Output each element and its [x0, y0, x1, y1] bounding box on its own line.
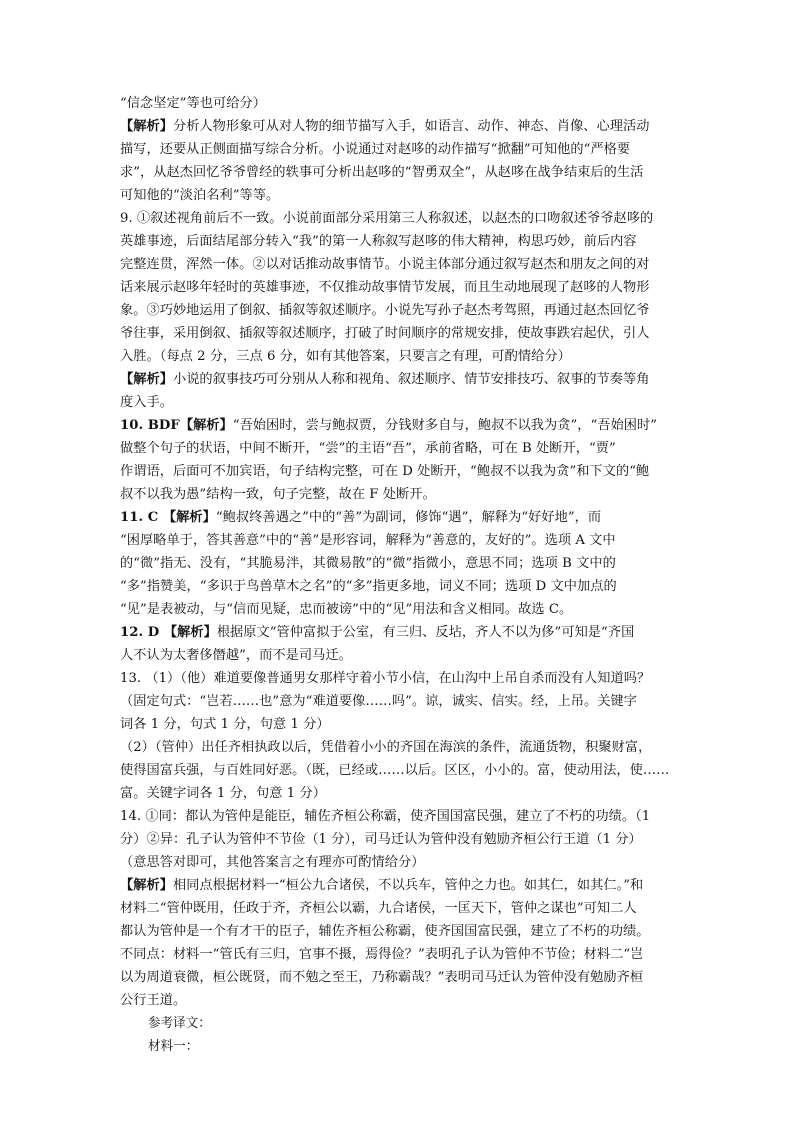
text-line: 公行王道。	[120, 993, 187, 1008]
text-line: 【解析】相同点根据材料一“桓公九合诸侯，不以兵车，管仲之力也。如其仁，如其仁。”和	[120, 878, 644, 893]
text-line: 作谓语，后面可不加宾语，句子结构完整，可在 D 处断开，“鲍叔不以我为贪”和下文的“鲍	[120, 464, 650, 479]
text-line: 话来展示赵哆年轻时的英雄事迹，不仅推动故事情节发展，而且生动地展现了赵哆的人物形	[120, 280, 650, 295]
text-line: 【解析】分析人物形象可从对人物的细节描写入手，如语言、动作、神态、肖像、心理活动	[120, 119, 650, 134]
text-line: 求”，从赵杰回忆爷爷曾经的轶事可分析出赵哆的“智勇双全”，从赵哆在战争结束后的生活	[120, 165, 644, 180]
section-heading: 材料一：	[148, 1039, 199, 1054]
text-line: “多”指赞美，“多识于鸟兽草木之名”的“多”指更多地，词义不同；选项 D 文中加点的	[120, 579, 617, 594]
text-line: 爷往事，采用倒叙、插叙等叙述顺序，打破了时间顺序的常规安排，使故事跌宕起伏，引人	[120, 326, 650, 341]
text-line: “信念坚定”等也可给分）	[120, 96, 266, 111]
text-line: 入胜。（每点 2 分，三点 6 分，如有其他答案，只要言之有理，可酌情给分）	[120, 349, 571, 364]
text-line: 10. BDF【解析】“吾始困时，尝与鲍叔贾，分钱财多自与，鲍叔不以我为贪”，“吾始困时”	[120, 418, 658, 433]
text-line: 使得国富兵强，与百姓同好恶。（既，已经或……以后。区区，小小的。富，使动用法，使……	[120, 763, 670, 778]
text-line: “见”是表被动，与“信而见疑，忠而被谤”中的“见”用法和含义相同。故选 C。	[120, 602, 573, 617]
text-line: 的“微”指无、没有，“其脆易泮，其微易散”的“微”指微小，意思不同；选项 B 文中的	[120, 556, 616, 571]
text-line: 9. ①叙述视角前后不一致。小说前面部分采用第三人称叙述，以赵杰的口吻叙述爷爷赵哆的	[120, 211, 654, 226]
text-line: 人不认为太奢侈僭越”，而不是司马迁。	[120, 648, 352, 663]
text-line: 完整连贯，浑然一体。②以对话推动故事情节。小说主体部分通过叙写赵杰和朋友之间的对	[120, 257, 650, 272]
text-line: 以为周道衰微，桓公既贤，而不勉之至王，乃称霸哉？”表明司马迁认为管仲没有勉励齐桓	[120, 970, 644, 985]
text-line: 叔不以我为愚”结构一致，句子完整，故在 F 处断开。	[120, 487, 436, 502]
text-line: 不同点：材料一“管氏有三归，官事不摄，焉得俭？”表明孔子认为管仲不节俭；材料二“岂	[120, 947, 644, 962]
text-line: 可知他的“淡泊名利”等等。	[120, 188, 280, 203]
text-line: 描写，还要从正侧面描写综合分析。小说通过对赵哆的动作描写“掀翻”可知他的“严格要	[120, 142, 631, 157]
text-line: 材料二“管仲既用，任政于齐，齐桓公以霸，九合诸侯，一匡天下，管仲之谋也”可知二人	[120, 901, 637, 916]
text-line: 词各 1 分，句式 1 分，句意 1 分）	[120, 717, 330, 732]
text-line: 英雄事迹，后面结尾部分转入“我”的第一人称叙写赵哆的伟大精神，构思巧妙，前后内容	[120, 234, 637, 249]
text-line: （2）（管仲）出任齐相执政以后，凭借着小小的齐国在海滨的条件，流通货物，积聚财富，	[120, 740, 652, 755]
section-heading: 参考译文：	[148, 1016, 211, 1031]
text-line: （固定句式：“岂若……也”意为“难道要像……吗”。谅，诚实、信实。经，上吊。关键字	[120, 694, 637, 709]
text-line: 度入手。	[120, 395, 173, 410]
text-line: 【解析】小说的叙事技巧可分别从人称和视角、叙述顺序、情节安排技巧、叙事的节奏等角	[120, 372, 650, 387]
text-line: 做整个句子的状语，中间不断开，“尝”的主语“吾”，承前省略，可在 B 处断开，“贾”	[120, 441, 616, 456]
text-line: （意思答对即可，其他答案言之有理亦可酌情给分）	[120, 855, 425, 870]
text-line: 13. （1）（他）难道要像普通男女那样守着小节小信，在山沟中上吊自杀而没有人知道吗？	[120, 671, 651, 686]
text-line: 14. ①同：都认为管仲是能臣，辅佐齐桓公称霸，使齐国国富民强，建立了不朽的功绩。（1	[120, 809, 651, 824]
text-line: 11. C 【解析】“鲍叔终善遇之”中的“善”为副词，修饰“遇”，解释为“好好地”，而	[120, 510, 602, 525]
text-line: 12. D 【解析】根据原文“管仲富拟于公室，有三归、反坫，齐人不以为侈”可知是“齐国	[120, 625, 635, 640]
text-line: 象。③巧妙地运用了倒叙、插叙等叙述顺序。小说先写孙子赵杰考驾照，再通过赵杰回忆爷	[120, 303, 650, 318]
text-line: 分）②异：孔子认为管仲不节俭（1 分），司马迁认为管仲没有勉励齐桓公行王道（1 分）	[120, 832, 642, 847]
text-line: “困厚略单于，答其善意”中的“善”是形容词，解释为“善意的，友好的”。选项 A 文中	[120, 533, 616, 548]
text-line: 都认为管仲是一个有才干的臣子，辅佐齐桓公称霸，使齐国国富民强，建立了不朽的功绩。	[120, 924, 650, 939]
text-line: 富。关键字词各 1 分，句意 1 分）	[120, 786, 326, 801]
